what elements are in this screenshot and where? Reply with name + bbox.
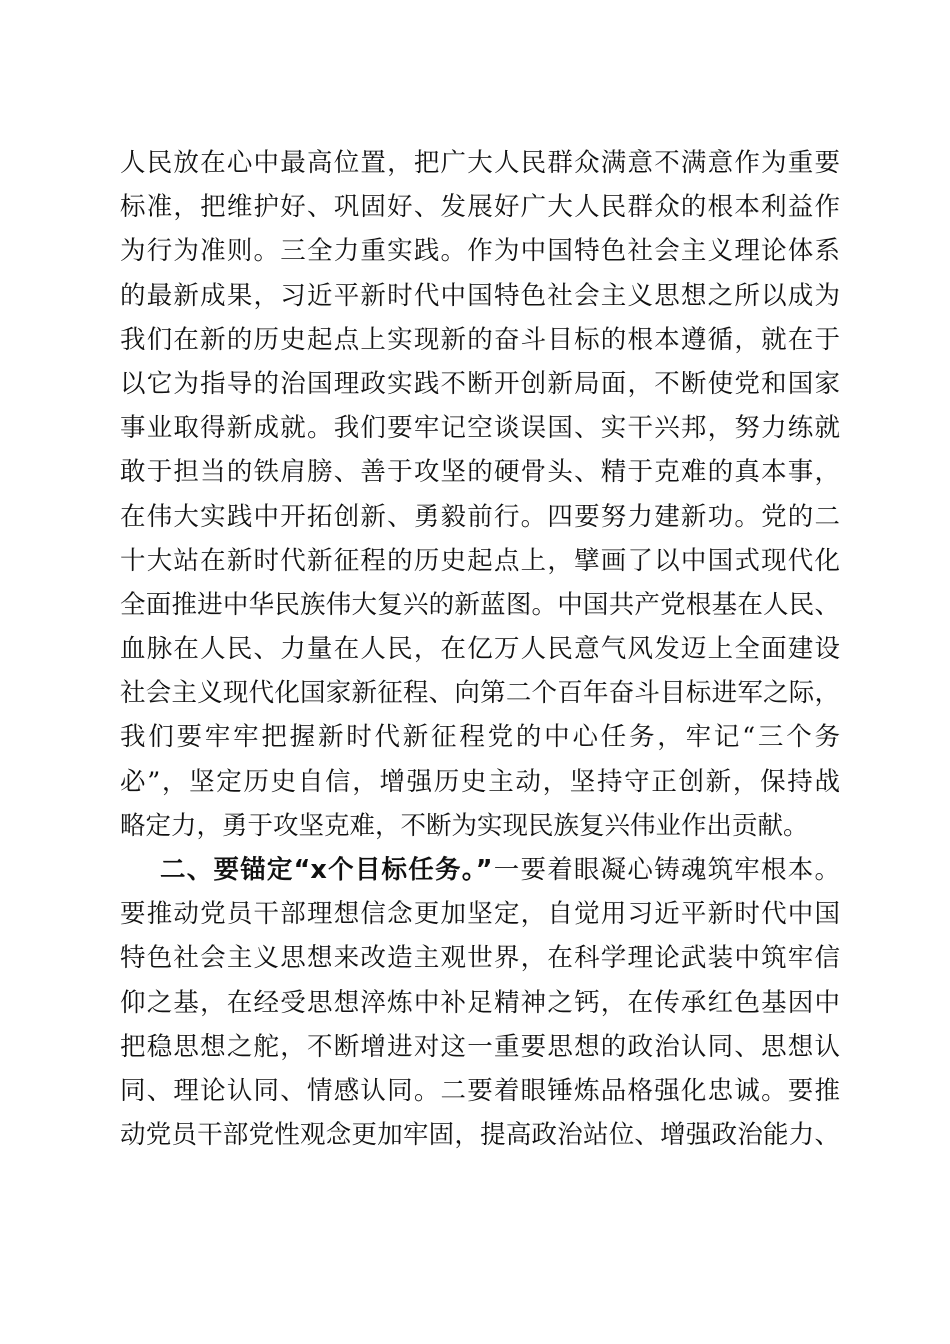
- paragraph-line: 在伟大实践中开拓创新、勇毅前行。四要努力建新功。党的二: [120, 501, 840, 532]
- body-text: [120, 141, 840, 1157]
- paragraph-line: 事业取得新成就。我们要牢记空谈误国、实干兴邦，努力练就: [120, 413, 840, 444]
- paragraph-line: 十大站在新时代新征程的历史起点上，擘画了以中国式现代化: [120, 545, 840, 576]
- section-heading-rest: 一要着眼凝心铸魂筑牢根本。: [492, 855, 840, 885]
- paragraph-line: 必”，坚定历史自信，增强历史主动，坚持守正创新，保持战: [120, 766, 840, 797]
- paragraph-line: 仰之基，在经受思想淬炼中补足精神之钙，在传承红色基因中: [120, 987, 840, 1018]
- paragraph-line: 我们要牢牢把握新时代新征程党的中心任务，牢记“三个务: [120, 722, 840, 753]
- paragraph-line: 的最新成果，习近平新时代中国特色社会主义思想之所以成为: [120, 280, 840, 311]
- paragraph-line: 全面推进中华民族伟大复兴的新蓝图。中国共产党根基在人民、: [120, 589, 840, 620]
- section-heading-line: [120, 848, 840, 892]
- paragraph-line: 敢于担当的铁肩膀、善于攻坚的硬骨头、精于克难的真本事，: [120, 457, 840, 488]
- section-heading: 二、要锚定“x个目标任务。”: [160, 855, 493, 885]
- paragraph-line: 标准，把维护好、巩固好、发展好广大人民群众的根本利益作: [120, 192, 840, 223]
- paragraph-line: 动党员干部党性观念更加牢固，提高政治站位、增强政治能力、: [120, 1120, 840, 1151]
- paragraph-line: 以它为指导的治国理政实践不断开创新局面，不断使党和国家: [120, 368, 840, 399]
- paragraph-line: 社会主义现代化国家新征程、向第二个百年奋斗目标进军之际，: [120, 678, 840, 709]
- paragraph-line: 人民放在心中最高位置，把广大人民群众满意不满意作为重要: [120, 148, 840, 178]
- paragraph-line: 为行为准则。三全力重实践。作为中国特色社会主义理论体系: [120, 236, 840, 267]
- paragraph-line: 要推动党员干部理想信念更加坚定，自觉用习近平新时代中国: [120, 899, 840, 930]
- paragraph-line: 特色社会主义思想来改造主观世界，在科学理论武装中筑牢信: [120, 943, 840, 974]
- paragraph-line: 略定力，勇于攻坚克难，不断为实现民族复兴伟业作出贡献。: [120, 810, 809, 841]
- paragraph-line: 血脉在人民、力量在人民，在亿万人民意气风发迈上全面建设: [120, 634, 840, 665]
- paragraph-line: 同、理论认同、情感认同。二要着眼锤炼品格强化忠诚。要推: [120, 1075, 840, 1106]
- paragraph-line: 我们在新的历史起点上实现新的奋斗目标的根本遵循，就在于: [120, 324, 840, 355]
- paragraph-line: 把稳思想之舵，不断增进对这一重要思想的政治认同、思想认: [120, 1031, 840, 1062]
